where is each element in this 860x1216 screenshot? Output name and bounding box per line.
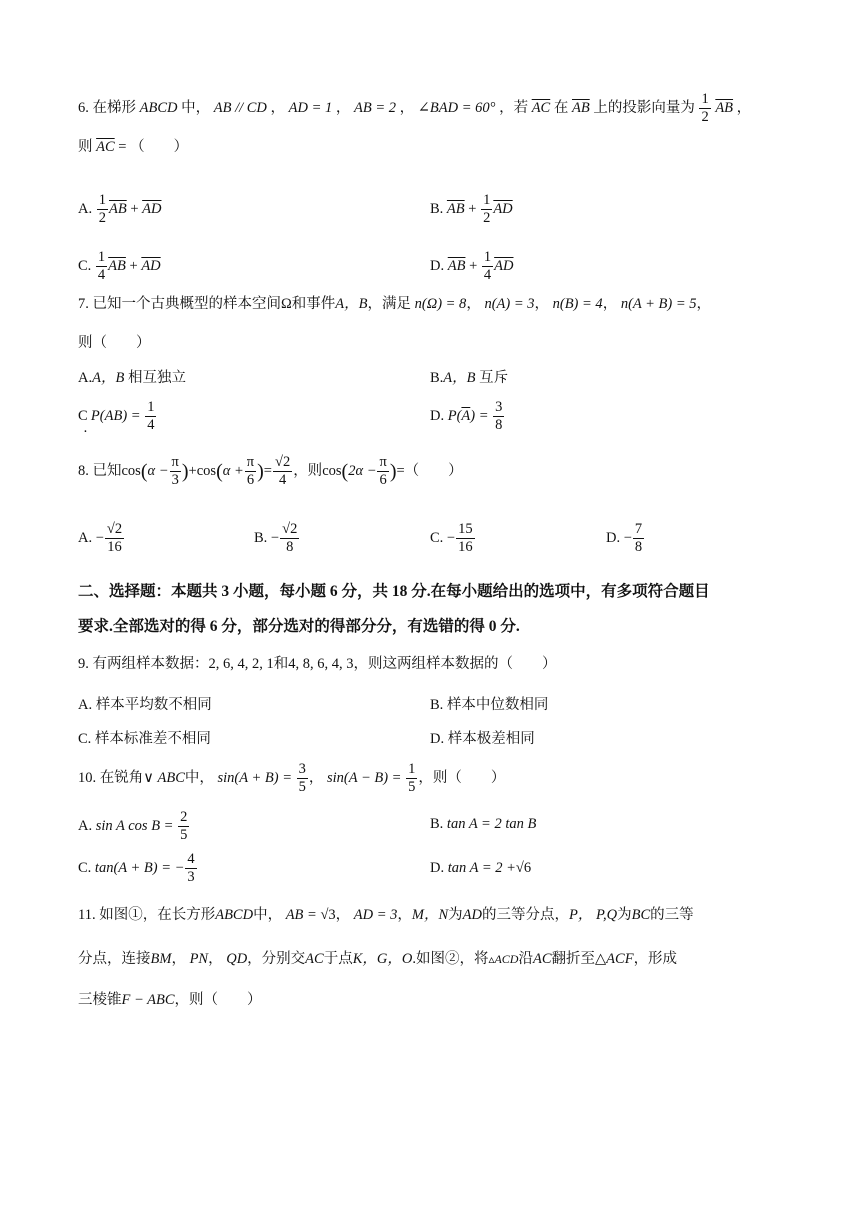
q9-text: ，则这两组样本数据的（ ） <box>353 656 557 672</box>
option-label: D. <box>430 258 445 275</box>
q8-cos: cos <box>196 463 217 480</box>
q8-option-c[interactable] <box>430 522 476 555</box>
option-expr: ) = <box>470 408 489 425</box>
q6-eq: = <box>114 139 127 155</box>
frac <box>170 455 181 488</box>
vec: $\overline{AD}$ <box>494 258 514 275</box>
num: 1 <box>97 249 106 265</box>
plus: + <box>464 201 481 218</box>
radicand: 2 <box>290 521 298 537</box>
q11-bm: BM <box>150 951 172 967</box>
num: √2 <box>282 521 298 537</box>
q11-triangle-acd: ▵ACD <box>488 952 519 966</box>
q9-option-b[interactable]: B. 样本中位数相同 <box>430 697 549 713</box>
q8-text: ，则 <box>293 463 323 480</box>
q10-line <box>78 762 505 795</box>
q6-ad: AD = 1 <box>288 100 333 117</box>
q7-text: 7. 已知一个古典概型的样本空间Ω和事件 <box>78 296 336 312</box>
q11-ad: AD = 3 <box>353 907 398 923</box>
num: 7 <box>634 521 643 537</box>
radicand: 2 <box>114 521 123 537</box>
q11-p: P， <box>569 907 593 923</box>
q10-option-a[interactable] <box>78 810 190 843</box>
q11-text: ，形成 <box>633 951 678 967</box>
option-text: 相互独立 <box>124 370 186 386</box>
vec: $\overline{AD}$ <box>493 201 513 218</box>
q6-text: ， <box>736 100 752 117</box>
frac <box>245 455 256 488</box>
q6-angle: ∠BAD = 60° <box>417 100 496 117</box>
q7-n-a-plus-b: n(A + B) = 5 <box>620 296 697 312</box>
den: 3 <box>170 471 181 488</box>
option-label: A. <box>78 370 93 386</box>
option-label: B. <box>430 370 444 386</box>
q6-text: ， <box>335 100 351 117</box>
q10-text: ， <box>308 770 324 787</box>
q7-n-omega: n(Ω) = 8 <box>414 296 467 312</box>
q6-ab: AB = 2 <box>354 100 397 117</box>
den: 6 <box>377 471 388 488</box>
num: √2 <box>106 521 123 537</box>
num: 4 <box>187 851 195 867</box>
frac <box>185 852 196 885</box>
num: 1 <box>98 192 106 208</box>
q8-cos: cos <box>322 463 342 480</box>
q6-line1 <box>78 92 751 125</box>
option-label: D. <box>430 860 445 876</box>
frac <box>145 400 156 433</box>
frac <box>481 193 492 226</box>
num: 3 <box>298 761 306 777</box>
option-label: A. <box>78 530 93 547</box>
section-2-heading-line1: 二、选择题：本题共 3 小题，每小题 6 分，共 18 分.在每小题给出的选项中，有多项符合题目 <box>78 583 710 600</box>
q8-alpha: α − <box>147 463 169 480</box>
option-expr: tan A = 2 tan B <box>446 816 537 832</box>
den: 8 <box>495 417 503 434</box>
q11-pn: PN <box>189 951 209 967</box>
vec: $\overline{AD}$ <box>142 201 162 218</box>
num: √2 <box>274 454 291 470</box>
q6-option-c[interactable] <box>78 250 161 283</box>
num: 1 <box>408 761 416 777</box>
q9-option-d[interactable]: D. 样本极差相同 <box>430 731 535 747</box>
option-label: D. <box>606 530 621 547</box>
option-vars: A，B <box>92 370 125 386</box>
option-expr: P( <box>447 408 462 425</box>
q10-text: 10. 在锐角 <box>78 770 144 787</box>
den: 3 <box>187 869 195 886</box>
q11-text: 三棱锥 <box>78 992 122 1008</box>
q7-option-b[interactable] <box>430 371 508 386</box>
q7-line1 <box>78 297 711 312</box>
option-label: C. <box>78 860 92 877</box>
q10-option-d[interactable]: D. tan A = 2 +√6 <box>430 860 532 876</box>
q7-events: A，B <box>335 296 368 312</box>
minus: − <box>446 530 456 547</box>
q6-text: ， <box>399 100 415 117</box>
q7-text: ，满足 <box>367 296 411 312</box>
option-expr: tan(A + B) = − <box>94 860 185 877</box>
q9-option-c[interactable]: C. 样本标准差不相同 <box>78 731 211 747</box>
q8-option-d[interactable] <box>606 522 645 555</box>
option-label: C. <box>430 530 444 547</box>
q10-option-b[interactable] <box>430 817 536 832</box>
q6-vec-ab: $\overline{AB}$ <box>715 100 734 117</box>
q9-data1: 2, 6, 4, 2, 1 <box>208 656 274 672</box>
q11-text: 的三等分点， <box>482 907 570 923</box>
q9-data2: 4, 8, 6, 4, 3 <box>288 656 354 672</box>
q7-text: ， <box>466 296 481 312</box>
vec: $\overline{AB}$ <box>447 258 466 275</box>
q11-ab: AB = <box>285 907 317 923</box>
q8-cos: cos <box>121 463 141 480</box>
q6-option-b[interactable] <box>430 193 513 226</box>
q7-text: ， <box>602 296 618 312</box>
vec: $\overline{AB}$ <box>108 258 126 275</box>
q11-text: 分点，连接 <box>78 951 151 967</box>
q10-sin-diff: sin(A − B) = <box>326 770 402 787</box>
q6-text: 6. 在梯形 <box>78 100 136 117</box>
frac <box>406 762 417 795</box>
option-label: B. <box>430 816 444 832</box>
q11-mn: M，N <box>411 907 449 923</box>
q8-eq: = <box>263 463 272 480</box>
q11-ac: AC <box>532 951 552 967</box>
q6-option-d[interactable] <box>430 250 513 283</box>
q11-ac: AC <box>305 951 324 967</box>
den: 4 <box>147 417 155 434</box>
q11-ad-seg: AD <box>462 907 483 923</box>
den: 16 <box>105 538 124 555</box>
q11-triangle-acf: △ACF <box>595 951 634 967</box>
q8-option-b[interactable] <box>254 522 300 555</box>
den: 8 <box>280 538 299 555</box>
q8-plus: + <box>188 463 197 480</box>
q6-option-a[interactable] <box>78 193 161 226</box>
q6-text: 上的投影向量为 <box>593 100 695 117</box>
option-label: A. <box>78 818 93 835</box>
plus: + <box>125 258 142 275</box>
q8-text: =（ ） <box>396 463 463 480</box>
frac <box>297 762 308 795</box>
q10-text: 中， <box>184 770 214 787</box>
num: 1 <box>147 399 155 415</box>
q7-n-a: n(A) = 3 <box>484 296 535 312</box>
frac <box>280 522 299 555</box>
den: 2 <box>701 109 709 126</box>
num: 1 <box>701 91 709 107</box>
den: 4 <box>483 267 492 284</box>
q6-trapezoid: ABCD <box>139 100 178 117</box>
q7-option-d[interactable] <box>430 400 505 433</box>
frac <box>97 193 108 226</box>
q9-text: 9. 有两组样本数据： <box>78 656 209 672</box>
num: 15 <box>458 521 473 537</box>
frac <box>482 250 493 283</box>
q11-text: 沿 <box>518 951 533 967</box>
q8-text: 8. 已知 <box>78 463 122 480</box>
q7-text: 则（ ） <box>78 335 151 351</box>
num: 1 <box>483 249 492 265</box>
q8-line1: 8. 已知cos(α − $\frac{\pi}{3}$ )+cos(α + $\frac{\pi}{6}$ )= $\frac{√2}{4}$ ，则cos(2α − $\frac{\pi}{6}$ )=（ ） <box>78 454 463 489</box>
q10-text: ，则（ ） <box>418 770 506 787</box>
frac <box>493 400 504 433</box>
section-2-heading-line2: 要求.全部选对的得 6 分，部分选对的得部分分，有选错的得 0 分. <box>78 618 520 635</box>
q7-line2 <box>78 336 151 351</box>
radicand: 6 <box>523 860 532 876</box>
option-label: B. <box>430 201 444 218</box>
q6-vec-ab: $\overline{AB}$ <box>571 100 590 117</box>
q7-text: ， <box>534 296 549 312</box>
option-dot: . <box>83 420 88 437</box>
q11-text: 翻折至 <box>551 951 596 967</box>
vec: $\overline{AB}$ <box>446 201 465 218</box>
q6-text: 中， <box>181 100 211 117</box>
q10-triangle: ∨ ABC <box>143 770 185 787</box>
frac <box>105 522 124 555</box>
vec: $\overline{AB}$ <box>108 201 127 218</box>
q8-alpha: 2α − <box>348 463 377 480</box>
q11-text: ， <box>335 907 351 923</box>
frac <box>96 250 107 283</box>
q11-line1: 11. 如图①，在长方形ABCD中， AB = √3， AD = 3，M，N为AD的三等分点，P， P,Q为BC的三等 <box>78 907 694 923</box>
q6-line2 <box>78 140 188 155</box>
q11-bc: BC <box>631 907 651 923</box>
q6-vec-ac: $\overline{AC}$ <box>96 139 115 155</box>
frac <box>178 810 189 843</box>
den: 2 <box>98 210 106 227</box>
plus: + <box>126 201 143 218</box>
minus: − <box>270 530 280 547</box>
q7-option-c[interactable] <box>78 399 157 437</box>
num: π <box>246 454 255 470</box>
q9-text: 和 <box>273 656 289 672</box>
option-label: C <box>78 408 88 425</box>
option-expr: P(AB) = <box>90 408 141 425</box>
den: 4 <box>97 267 106 284</box>
q11-text: 为 <box>617 907 632 923</box>
den: 6 <box>245 471 256 488</box>
num: 2 <box>180 809 188 825</box>
q11-text: ，则（ ） <box>174 992 262 1008</box>
q6-text: 则 <box>78 139 93 155</box>
option-expr: tan A = 2 + <box>447 860 516 876</box>
frac <box>633 522 644 555</box>
radicand: 3 <box>328 907 336 923</box>
q11-rect: ABCD <box>215 907 254 923</box>
den: 5 <box>408 779 416 796</box>
q6-frac-half <box>699 92 710 125</box>
option-text: 互斥 <box>475 370 509 386</box>
radicand: 2 <box>282 454 291 470</box>
den: 4 <box>273 471 292 488</box>
q11-kgo: K，G，O <box>352 951 413 967</box>
q6-text: ， <box>270 100 286 117</box>
frac <box>377 455 388 488</box>
q7-option-a[interactable] <box>78 371 186 386</box>
option-label: C. <box>78 258 92 275</box>
q11-text: 于点 <box>323 951 353 967</box>
q11-pyramid: F − ABC <box>121 992 175 1008</box>
option-label: D. <box>430 408 445 425</box>
q11-text: ， <box>397 907 412 923</box>
den: 2 <box>483 210 491 227</box>
q11-text: ，分别交 <box>247 951 306 967</box>
den: 16 <box>458 539 473 556</box>
q11-line3 <box>78 993 262 1008</box>
option-expr: sin A cos B = <box>95 818 174 835</box>
q6-text: 在 <box>553 100 569 117</box>
num: π <box>171 454 179 470</box>
option-expr-bar: $\overline{A}$ <box>461 408 471 425</box>
q7-text: ， <box>696 296 711 312</box>
den: 5 <box>298 779 306 796</box>
option-label: A. <box>78 201 93 218</box>
q11-pq: P,Q <box>596 907 618 923</box>
q11-text: 11. 如图①，在长方形 <box>78 907 216 923</box>
q11-text: ， <box>171 951 186 967</box>
q11-line2 <box>78 952 677 967</box>
option-label: B. <box>254 530 268 547</box>
num: 3 <box>495 399 503 415</box>
plus: + <box>465 258 481 275</box>
den: 5 <box>180 827 188 844</box>
num: π <box>379 454 387 470</box>
q6-vec-ac: $\overline{AC}$ <box>531 100 551 117</box>
q11-text: 为 <box>448 907 463 923</box>
q11-text: .如图②，将 <box>412 951 489 967</box>
q9-option-a[interactable]: A. 样本平均数不相同 <box>78 697 212 713</box>
frac <box>273 455 292 488</box>
q8-option-a[interactable] <box>78 522 125 555</box>
q10-option-c[interactable] <box>78 852 198 885</box>
num: 1 <box>483 192 491 208</box>
option-vars: A，B <box>443 370 476 386</box>
q9-line <box>78 657 557 672</box>
frac <box>456 522 475 555</box>
q6-text: （ ） <box>130 139 189 155</box>
q11-text: ， <box>208 951 223 967</box>
q11-text: 的三等 <box>650 907 694 923</box>
q6-text: ，若 <box>499 100 529 117</box>
minus: − <box>95 530 104 547</box>
q11-text: 中， <box>253 907 283 923</box>
minus: − <box>623 530 632 547</box>
q11-qd: QD <box>226 951 248 967</box>
q7-n-b: n(B) = 4 <box>552 296 603 312</box>
q10-sin-sum: sin(A + B) = <box>217 770 292 787</box>
vec: $\overline{AD}$ <box>141 258 161 275</box>
q6-parallel: AB // CD <box>213 100 267 117</box>
q8-alpha: α + <box>222 463 244 480</box>
den: 8 <box>634 539 643 556</box>
